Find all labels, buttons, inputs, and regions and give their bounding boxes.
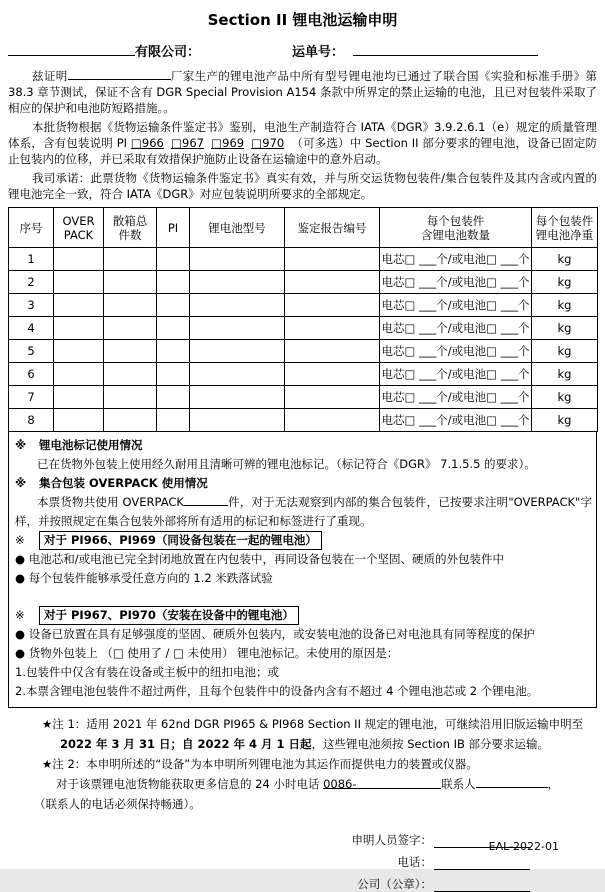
waybill-field[interactable] xyxy=(353,43,538,56)
cell-weight[interactable]: kg xyxy=(532,386,598,409)
row-seq: 6 xyxy=(9,363,54,386)
col-header-overpack: OVER PACK xyxy=(54,208,104,248)
cell-model[interactable] xyxy=(190,340,285,363)
cell-model[interactable] xyxy=(190,317,285,340)
intro-paragraph-1 xyxy=(8,67,597,116)
pi966-bullet-2: ● 每个包装件能够承受任意方向的 1.2 米跌落试验 xyxy=(15,571,273,585)
cell-model[interactable] xyxy=(190,248,285,271)
pi966-bullet-1: ● 电池芯和/或电池已完全封闭地放置在内包装中，再同设备包装在一个坚固、硬质的外包装件中 xyxy=(15,552,505,566)
cell-loose-total[interactable] xyxy=(104,271,157,294)
phone-label: 电话： xyxy=(397,855,432,869)
cell-loose-total[interactable] xyxy=(104,363,157,386)
table-row xyxy=(9,271,598,294)
pi966-section-heading: ※ 对于 PI966、PI969（同设备包装在一起的锂电池） xyxy=(9,531,592,550)
overpack-usage-body: 本票货物共使用 OVERPACK 件，对于无法观察到内部的集合包装件，已按要求注明"OVERPACK"字样，并按照规定在集合包装外部将所有适用的标记和标签进行了重现。 xyxy=(15,495,592,528)
cell-loose-total[interactable] xyxy=(104,409,157,432)
p2-post: （可多选）中 Section II 部分要求的锂电池，设备已固定防止包装内的位移，并已采取有效措保护施防止设备在运输途中的意外启动。 xyxy=(8,136,597,166)
phone-note: （联系人的电话必须保持畅通）。 xyxy=(34,797,201,811)
unused-reason-2: 2.本票含锂电池包装件不超过两件，且每个包装件中的设备内含有不超过 4 个锂电池芯或 2 个锂电池。 xyxy=(15,684,539,698)
col-header-loose-total: 散箱总 件数 xyxy=(104,208,157,248)
cell-pi[interactable] xyxy=(157,248,190,271)
checkbox-mark-unused[interactable]: □ 未使用 xyxy=(173,646,223,660)
spacer xyxy=(9,588,592,606)
note1-line1: ★注 1：适用 2021 年 62nd DGR PI965 & PI968 Section II 规定的锂电池，可继续沿用旧版运输申明至 xyxy=(42,717,584,731)
cell-model[interactable] xyxy=(190,409,285,432)
cell-report-no[interactable] xyxy=(285,248,380,271)
row-seq: 4 xyxy=(9,317,54,340)
row-seq: 2 xyxy=(9,271,54,294)
cell-loose-total[interactable] xyxy=(104,386,157,409)
row-seq: 3 xyxy=(9,294,54,317)
cell-overpack[interactable] xyxy=(54,386,104,409)
reference-mark-icon: ※ xyxy=(15,438,27,452)
cell-overpack[interactable] xyxy=(54,294,104,317)
table-row xyxy=(9,363,598,386)
note1-line2: 2022 年 3 月 31 日；自 2022 年 4 月 1 日起，这些锂电池须按 Section IB 部分要求运输。 xyxy=(60,737,550,751)
mark-usage-body: 已在货物外包装上使用经久耐用且清晰可辨的锂电池标记。（标记符合《DGR》 7.1.5.5 的要求）。 xyxy=(37,457,536,471)
cell-overpack[interactable] xyxy=(54,317,104,340)
cell-loose-total[interactable] xyxy=(104,248,157,271)
cell-weight[interactable]: kg xyxy=(532,363,598,386)
checkbox-pi970[interactable]: □970 xyxy=(251,136,285,150)
cell-qty[interactable]: 电芯□ ___个/或电池□ ___个 xyxy=(380,317,532,340)
p2-pre: 本批货物根据《货物运输条件鉴定书》鉴别，电池生产制造符合 IATA《DGR》3.9.2.6.1（e）规定的质量管理体系，含有包装说明 PI xyxy=(8,120,597,150)
cell-pi[interactable] xyxy=(157,340,190,363)
cell-qty[interactable]: 电芯□ ___个/或电池□ ___个 xyxy=(380,294,532,317)
col-header-net-weight: 每个包装件 锂电池净重 xyxy=(532,208,598,248)
page-title: Section II 锂电池运输申明 xyxy=(207,11,398,29)
cell-report-no[interactable] xyxy=(285,340,380,363)
cell-report-no[interactable] xyxy=(285,409,380,432)
cell-overpack[interactable] xyxy=(54,271,104,294)
cell-report-no[interactable] xyxy=(285,294,380,317)
table-row xyxy=(9,248,598,271)
cell-qty[interactable]: 电芯□ ___个/或电池□ ___个 xyxy=(380,363,532,386)
cell-report-no[interactable] xyxy=(285,363,380,386)
footnotes xyxy=(8,714,597,814)
overpack-count-field[interactable] xyxy=(184,493,228,506)
table-row xyxy=(9,386,598,409)
note2-line: ★注 2：本申明所述的“设备”为本申明所列锂电池为其运作而提供电力的装置或仪器。 xyxy=(42,757,478,771)
table-row xyxy=(9,317,598,340)
notes-box xyxy=(8,432,597,708)
cell-weight[interactable]: kg xyxy=(532,294,598,317)
table-row xyxy=(9,409,598,432)
col-header-pi: PI xyxy=(157,208,190,248)
cell-qty[interactable]: 电芯□ ___个/或电池□ ___个 xyxy=(380,248,532,271)
cell-qty[interactable]: 电芯□ ___个/或电池□ ___个 xyxy=(380,409,532,432)
battery-table xyxy=(8,207,598,432)
company-seal-field[interactable] xyxy=(434,877,530,892)
reference-mark-icon: ※ xyxy=(15,533,25,547)
cell-model[interactable] xyxy=(190,294,285,317)
unused-reason-1: 1.包装件中仅含有装在设备或主板中的纽扣电池；或 xyxy=(15,665,279,679)
company-name-field[interactable] xyxy=(8,43,135,56)
contact-name-field[interactable] xyxy=(476,775,548,788)
cell-pi[interactable] xyxy=(157,409,190,432)
row-seq: 5 xyxy=(9,340,54,363)
table-row xyxy=(9,294,598,317)
pi967-bullet-2: ● 货物外包装上 （□ 使用了 / □ 未使用） 锂电池标记。未使用的原因是： xyxy=(15,646,399,660)
cell-report-no[interactable] xyxy=(285,386,380,409)
cell-model[interactable] xyxy=(190,386,285,409)
cell-loose-total[interactable] xyxy=(104,340,157,363)
cell-weight[interactable]: kg xyxy=(532,248,598,271)
contact-label: 联系人 xyxy=(441,777,476,791)
intro-paragraph-2 xyxy=(8,119,597,167)
phone-line: 对于该票锂电池货物能获取更多信息的 24 小时电话 0086- 联系人 ， xyxy=(8,774,597,794)
cell-qty[interactable]: 电芯□ ___个/或电池□ ___个 xyxy=(380,386,532,409)
cell-pi[interactable] xyxy=(157,294,190,317)
cell-weight[interactable]: kg xyxy=(532,317,598,340)
phone-field[interactable] xyxy=(434,855,530,870)
waybill-label: 运单号： xyxy=(292,45,345,60)
col-header-seq: 序号 xyxy=(9,208,54,248)
phone-number-field[interactable]: 0086- xyxy=(323,774,441,789)
signature-row xyxy=(0,870,530,892)
document-code: EAL-2022-01 xyxy=(488,840,559,853)
pi967-bullet-1: ● 设备已放置在具有足够强度的坚固、硬质外包装内，或安装电池的设备已对电池具有同等程度的保护 xyxy=(15,627,535,641)
cell-model[interactable] xyxy=(190,271,285,294)
cell-pi[interactable] xyxy=(157,271,190,294)
cell-loose-total[interactable] xyxy=(104,317,157,340)
cell-pi[interactable] xyxy=(157,363,190,386)
cell-model[interactable] xyxy=(190,363,285,386)
cell-overpack[interactable] xyxy=(54,248,104,271)
row-seq: 7 xyxy=(9,386,54,409)
company-label: 有限公司： xyxy=(135,45,201,60)
reference-mark-icon: ※ xyxy=(15,608,25,622)
cell-qty[interactable]: 电芯□ ___个/或电池□ ___个 xyxy=(380,271,532,294)
checkbox-mark-used[interactable]: □ 使用了 xyxy=(112,646,162,660)
cell-qty[interactable]: 电芯□ ___个/或电池□ ___个 xyxy=(380,340,532,363)
header-line xyxy=(8,43,597,61)
cell-overpack[interactable] xyxy=(54,409,104,432)
reference-mark-icon: ※ xyxy=(15,476,27,490)
cell-overpack[interactable] xyxy=(54,363,104,386)
mark-usage-heading: ※ 锂电池标记使用情况 xyxy=(9,436,592,455)
col-header-qty: 每个包装件 含锂电池数量 xyxy=(380,208,532,248)
p1-pre: 兹证明 xyxy=(32,69,68,83)
company-seal-label: 公司（公章）： xyxy=(357,877,432,891)
cell-loose-total[interactable] xyxy=(104,294,157,317)
cell-pi[interactable] xyxy=(157,386,190,409)
checkbox-pi966[interactable]: □966 xyxy=(130,136,164,150)
signature-row xyxy=(0,848,530,870)
signature-block xyxy=(0,826,530,892)
intro-paragraph-3: 我司承诺：此票货物《货物运输条件鉴定书》真实有效，并与所交运货物包装件/集合包装件及其内含或内置的锂电池完全一致，符合 IATA《DGR》对应包装说明所要求的全部规定。 xyxy=(8,171,597,201)
manufacturer-field[interactable] xyxy=(68,67,171,80)
row-seq: 8 xyxy=(9,409,54,432)
pi967-section-heading: ※ 对于 PI967、PI970（安装在设备中的锂电池） xyxy=(9,606,592,625)
p1-post: 厂家生产的锂电池产品中所有型号锂电池均已通过了联合国《实验和标准手册》第 38.3 章节测试，保证不含有 DGR Special Provision A154 条款中所界定的禁止运输的电池，且已对包装件采取了相应的保护和电池防短路措施。。 xyxy=(8,69,598,115)
cell-weight[interactable]: kg xyxy=(532,271,598,294)
table-header-row xyxy=(9,208,598,248)
sign-label: 申明人员签字： xyxy=(351,833,432,847)
cell-weight[interactable]: kg xyxy=(532,340,598,363)
cell-overpack[interactable] xyxy=(54,340,104,363)
overpack-usage-heading: ※ 集合包装 OVERPACK 使用情况 xyxy=(9,474,592,493)
cell-report-no[interactable] xyxy=(285,317,380,340)
cell-weight[interactable]: kg xyxy=(532,409,598,432)
row-seq: 1 xyxy=(9,248,54,271)
cell-pi[interactable] xyxy=(157,317,190,340)
cell-report-no[interactable] xyxy=(285,271,380,294)
signature-row xyxy=(0,826,530,848)
table-row xyxy=(9,340,598,363)
checkbox-pi969[interactable]: □969 xyxy=(210,136,245,150)
checkbox-pi967[interactable]: □967 xyxy=(170,136,204,150)
col-header-report-no: 鉴定报告编号 xyxy=(285,208,380,248)
col-header-model: 锂电池型号 xyxy=(190,208,285,248)
